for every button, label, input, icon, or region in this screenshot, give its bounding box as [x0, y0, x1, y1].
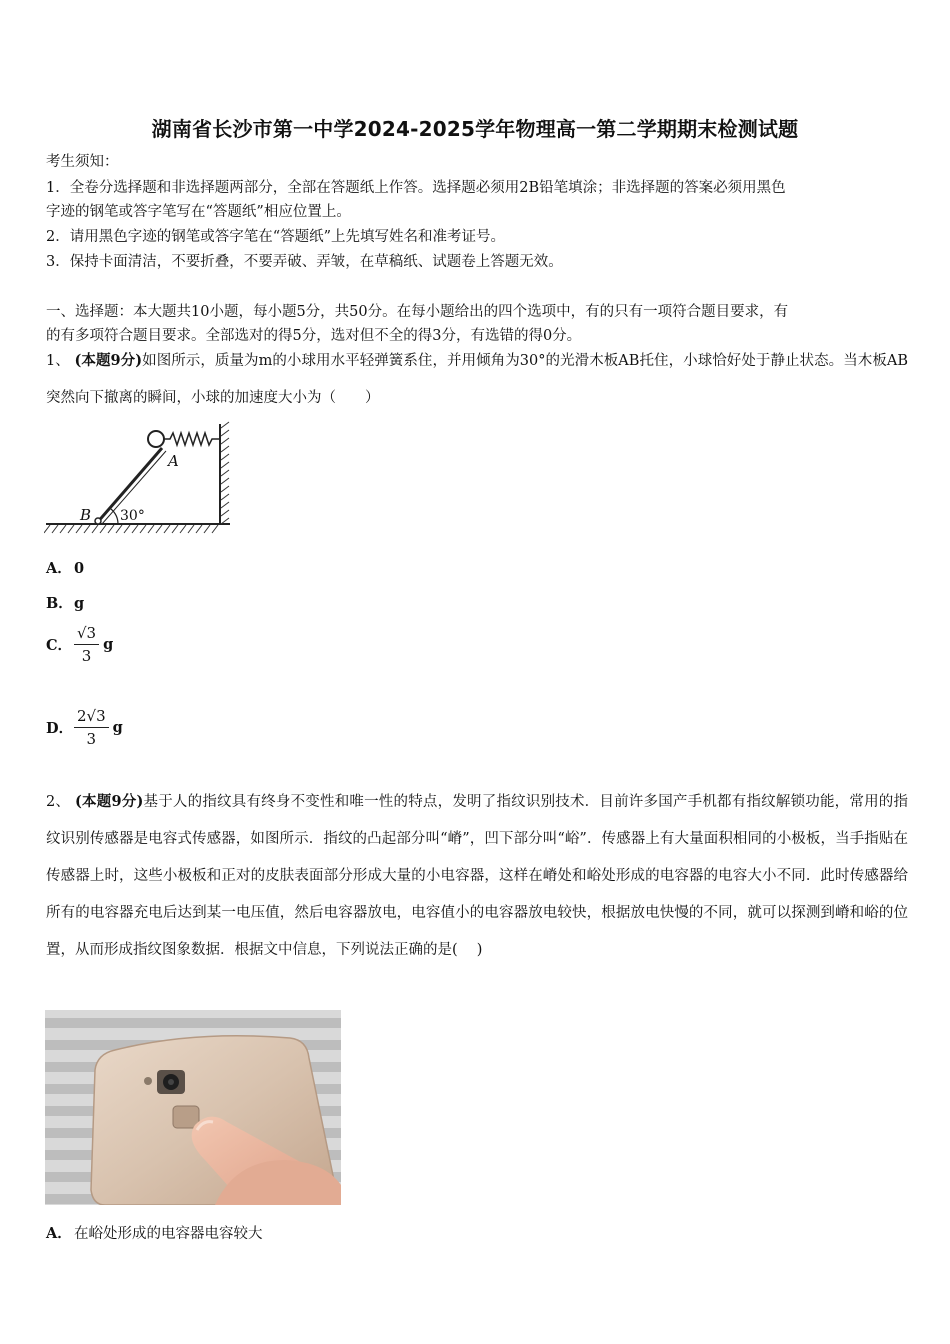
- question-score: (本题9分): [74, 352, 143, 369]
- incline-spring-figure: [44, 418, 236, 536]
- question-2-text: [46, 783, 908, 969]
- label-a: A: [168, 452, 179, 470]
- notice-item: 1．全卷分选择题和非选择题两部分，全部在答题纸上作答。选择题必须用2B铅笔填涂；非选择题的答案必须用黑色: [46, 180, 786, 196]
- section-intro: 一、选择题：本大题共10小题，每小题5分，共50分。在每小题给出的四个选项中，有的只有一项符合题目要求，有: [46, 304, 789, 320]
- option-b[interactable]: B．g: [46, 595, 85, 612]
- question-number: 2、: [46, 794, 71, 810]
- question-body: 基于人的指纹具有终身不变性和唯一性的特点，发明了指纹识别技术．目前许多国产手机都有指纹解锁功能，常用的指纹识别传感器是电容式传感器，如图所示．指纹的凸起部分叫“嵴”，凹下部分叫“峪”．传感器上有大量面积相同的小极板，当手指贴在传感器上时，这些小极板和正对的皮肤表面部分形成大量的小电容器，这样在嵴处和峪处形成的电容器的电容大小不同．此时传感器给所有的电容器充电后达到某一电压值，然后电容器放电，电容值小的电容器放电较快，根据放电快慢的不同，就可以探测到嵴和峪的位置，从而形成指纹图象数据．根据文中信息，下列说法正确的是( ): [46, 794, 909, 958]
- notice-item: 3．保持卡面清洁，不要折叠，不要弄破、弄皱，在草稿纸、试题卷上答题无效。: [46, 254, 563, 270]
- fraction: $\frac{√3}{3}$: [74, 624, 99, 665]
- question-1-text: [46, 342, 908, 417]
- question-body: 如图所示，质量为m的小球用水平轻弹簧系住，并用倾角为30°的光滑木板AB托住，小球恰好处于静止状态。当木板AB突然向下撤离的瞬间，小球的加速度大小为（ ）: [46, 353, 909, 406]
- exam-title: 湖南省长沙市第一中学2024-2025学年物理高一第二学期期末检测试题: [151, 117, 799, 141]
- notice-heading: 考生须知：: [46, 154, 119, 170]
- question-number: 1、: [46, 353, 70, 369]
- notice-item: 2．请用黑色字迹的钢笔或答字笔在“答题纸”上先填写姓名和准考证号。: [46, 229, 506, 245]
- option-a[interactable]: A． 0: [46, 560, 85, 577]
- label-b: B: [80, 506, 92, 524]
- section-intro: 的有多项符合题目要求。全部选对的得5分，选对但不全的得3分，有选错的得0分。: [46, 328, 582, 344]
- fraction: $\frac{2√3}{3}$: [74, 707, 109, 748]
- question-score: (本题9分): [74, 793, 144, 810]
- angle-label: 30°: [120, 508, 145, 524]
- fingerprint-phone-photo: [45, 1010, 341, 1205]
- notice-item: 字迹的钢笔或答字笔写在“答题纸”相应位置上。: [46, 204, 351, 220]
- q2-option-a[interactable]: A． 在峪处形成的电容器电容较大: [46, 1225, 263, 1242]
- option-c[interactable]: C． $\frac{√3}{3}$ g: [46, 624, 114, 665]
- option-d[interactable]: D． $\frac{2√3}{3}$ g: [46, 707, 123, 748]
